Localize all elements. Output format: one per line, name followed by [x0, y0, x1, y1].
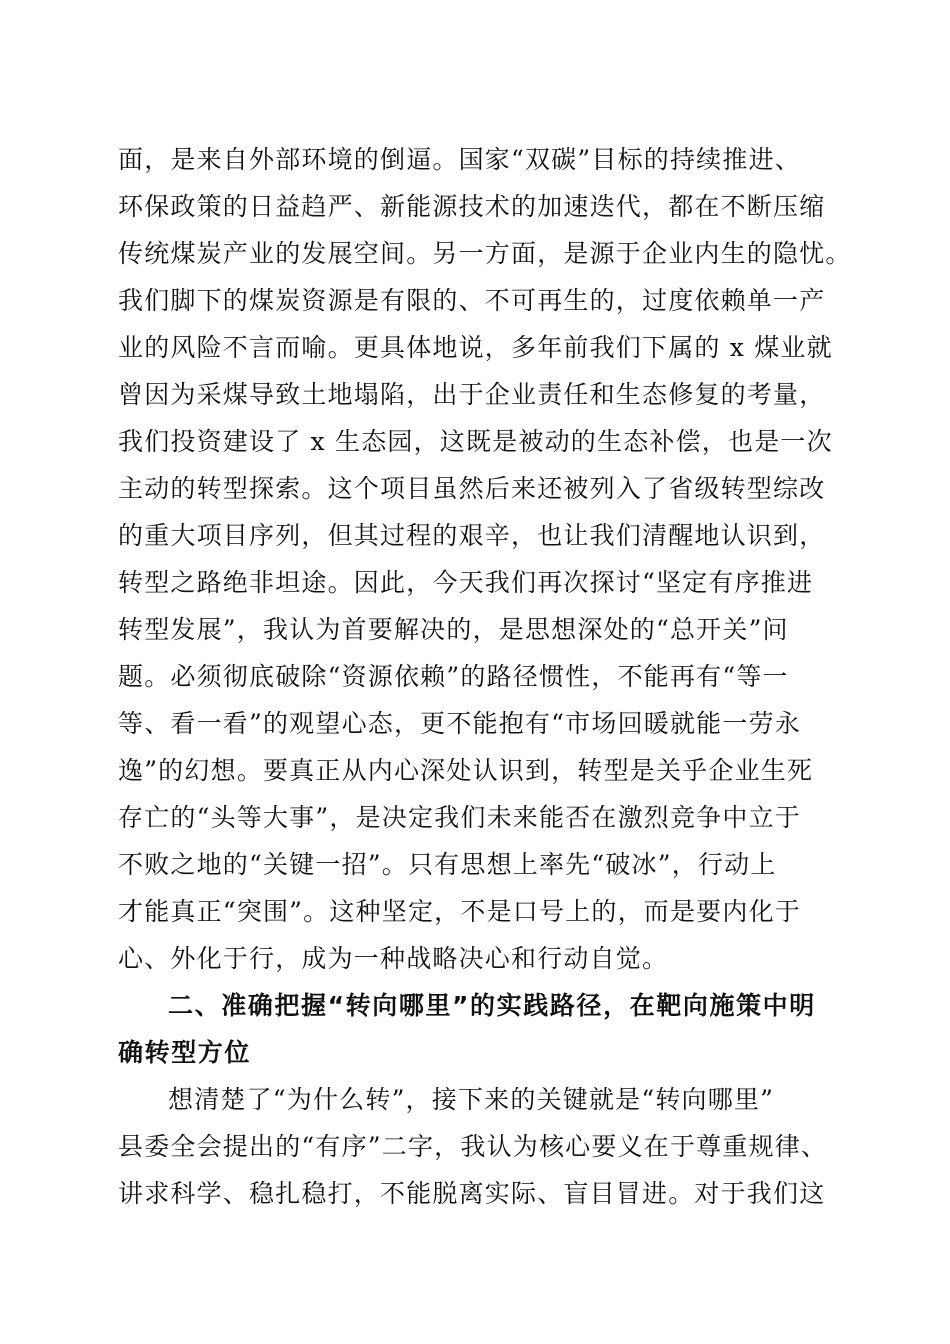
- body-text-line: 才能真正“突围”。这种坚定，不是口号上的，而是要内化于: [118, 897, 801, 926]
- section-heading-continued: 确转型方位: [118, 1038, 252, 1067]
- body-text-line: 讲求科学、稳扎稳打，不能脱离实际、盲目冒进。对于我们这: [118, 1179, 826, 1208]
- body-text-line: 存亡的“头等大事”，是决定我们未来能否在激烈竞争中立于: [118, 803, 801, 832]
- body-text-line: 转型发展”，我认为首要解决的，是思想深处的“总开关”问: [118, 615, 789, 644]
- body-text-line: 我们脚下的煤炭资源是有限的、不可再生的，过度依赖单一产: [118, 286, 826, 315]
- paragraph-first-line: 想清楚了“为什么转”，接下来的关键就是“转向哪里”: [168, 1085, 775, 1114]
- body-text-line: 传统煤炭产业的发展空间。另一方面，是源于企业内生的隐忧。: [118, 239, 852, 268]
- body-text-line: 面，是来自外部环境的倒逼。国家“双碳”目标的持续推进、: [118, 145, 801, 174]
- body-text-line: 转型之路绝非坦途。因此，今天我们再次探讨“坚定有序推进: [118, 568, 814, 597]
- body-text-line: 心、外化于行，成为一种战略决心和行动自觉。: [118, 944, 669, 973]
- body-text-line: 主动的转型探索。这个项目虽然后来还被列入了省级转型综改: [118, 474, 826, 503]
- body-text-line: 的重大项目序列，但其过程的艰辛，也让我们清醒地认识到，: [118, 521, 826, 550]
- body-text-line: 不败之地的“关键一招”。只有思想上率先“破冰”，行动上: [118, 850, 777, 879]
- body-text-line: 业的风险不言而喻。更具体地说，多年前我们下属的 x 煤业就: [118, 333, 833, 362]
- body-text-line: 县委全会提出的“有序”二字，我认为核心要义在于尊重规律、: [118, 1132, 828, 1161]
- body-text-line: 曾因为采煤导致土地塌陷，出于企业责任和生态修复的考量，: [118, 380, 826, 409]
- body-text-line: 我们投资建设了 x 生态园，这既是被动的生态补偿，也是一次: [118, 427, 833, 456]
- body-text-line: 逸”的幻想。要真正从内心深处认识到，转型是关乎企业生死: [118, 756, 814, 785]
- section-heading: 二、准确把握“转向哪里”的实践路径，在靶向施策中明: [168, 991, 816, 1020]
- body-text-line: 题。必须彻底破除“资源依赖”的路径惯性，不能再有“等一: [118, 662, 789, 691]
- body-text-line: 环保政策的日益趋严、新能源技术的加速迭代，都在不断压缩: [118, 192, 826, 221]
- body-text-line: 等、看一看”的观望心态，更不能抱有“市场回暖就能一劳永: [118, 709, 801, 738]
